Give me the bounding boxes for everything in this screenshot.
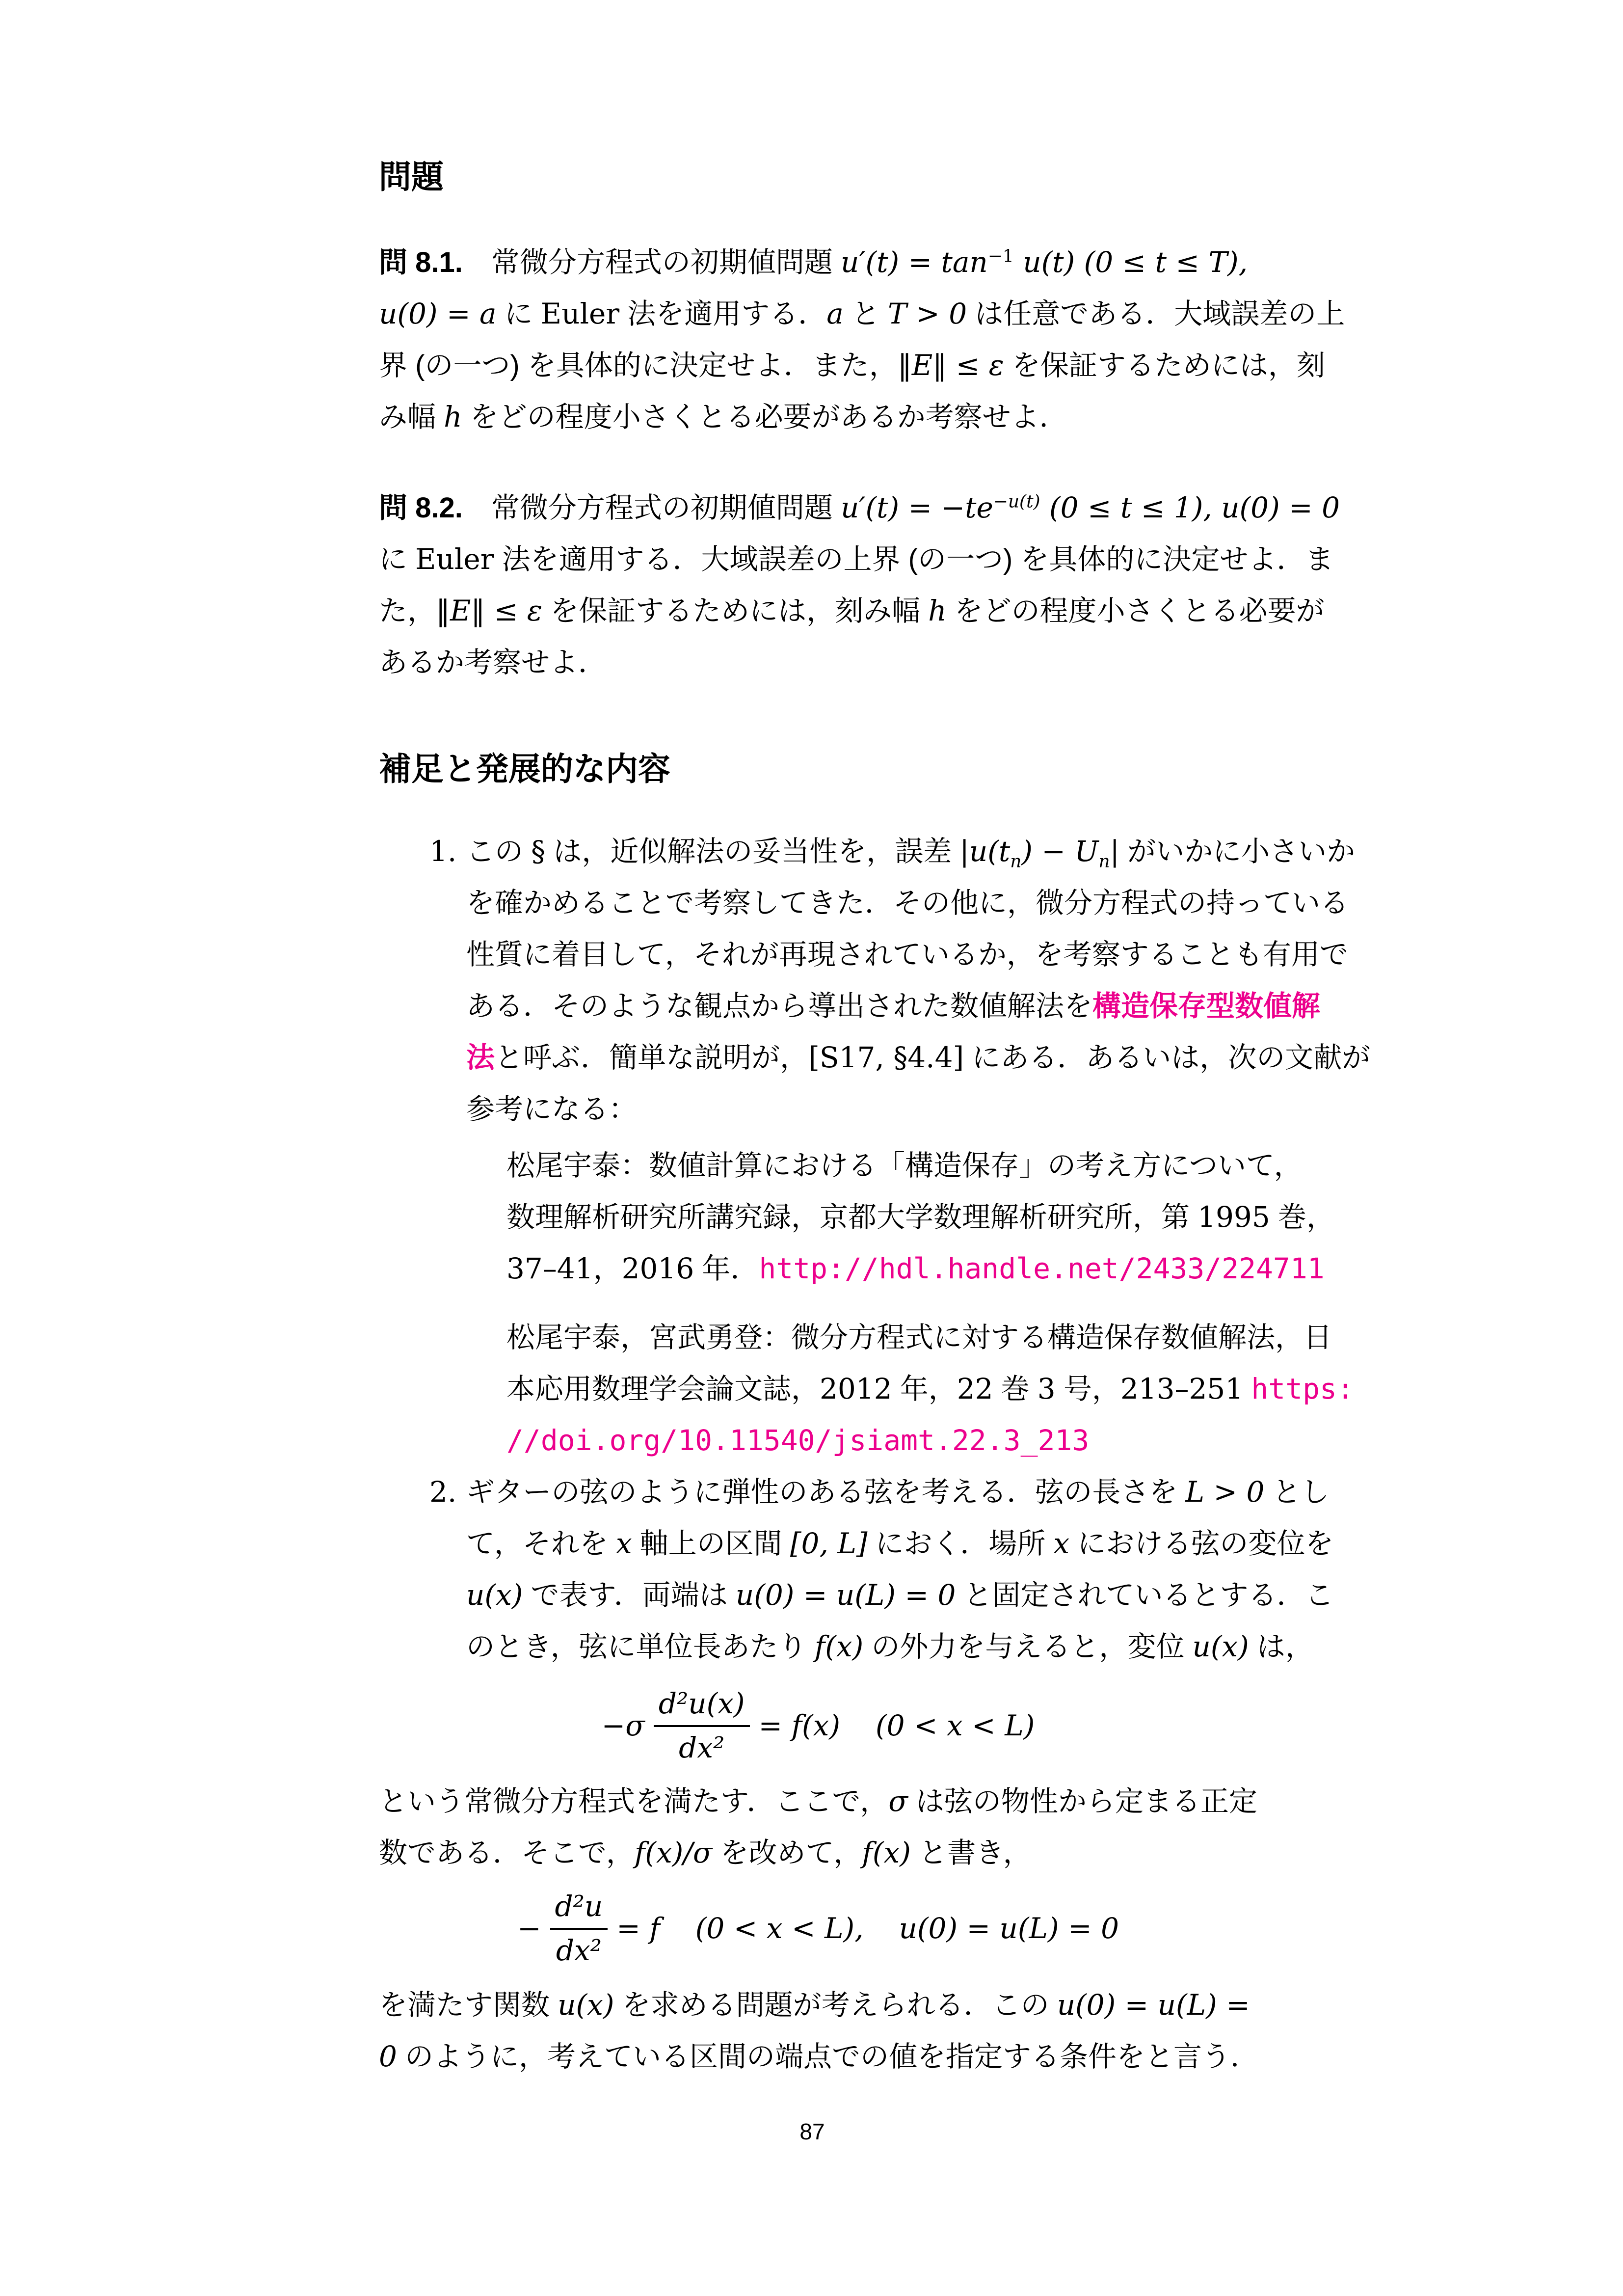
text-segment: がいかに小さいか: [1119, 836, 1356, 867]
text-segment: あるか考察せよ．: [379, 647, 607, 678]
list-item-2: [429, 1466, 1334, 1673]
text-line: [379, 1827, 1257, 1879]
text-segment: [0, L]: [790, 1527, 868, 1560]
equation-2-domain: (0 < x < L),: [695, 1912, 864, 1945]
text-segment: −u(t): [993, 491, 1040, 512]
text-segment: §: [531, 835, 546, 868]
text-segment: と呼ぶ．簡単な説明が，: [495, 1042, 809, 1074]
text-segment: u(0) = a: [379, 297, 497, 330]
text-segment: u(x): [558, 1988, 614, 2022]
text-line: [379, 1776, 1257, 1827]
fraction-numerator: d²u(x): [654, 1687, 750, 1727]
display-equation-2: [379, 1879, 1257, 1977]
text-segment: み幅: [379, 401, 444, 433]
text-segment: を改めて，: [712, 1837, 862, 1869]
text-segment: て，それを: [466, 1528, 616, 1560]
text-segment: u(0) = u(L) =: [1057, 1988, 1250, 2022]
display-equation-1: [379, 1676, 1257, 1775]
text-line: [466, 1621, 1334, 1673]
text-segment: f(x): [814, 1630, 864, 1663]
text-line: [466, 1569, 1334, 1621]
text-segment: 号，: [1055, 1373, 1120, 1405]
text-segment: 本応用数理学会論文誌，: [506, 1373, 820, 1405]
text-line: [379, 534, 1340, 585]
text-segment: 常微分方程式の初期値問題: [462, 246, 841, 278]
text-segment: は，: [1249, 1631, 1314, 1663]
text-segment: u(x): [1192, 1630, 1249, 1663]
text-segment: T > 0: [888, 297, 967, 330]
text-segment: 松尾宇泰：数値計算における「構造保存」の考え方について，: [506, 1150, 1303, 1182]
text-segment: で表す．両端は: [523, 1579, 736, 1611]
equation-1-rhs: = f(x): [758, 1709, 841, 1742]
problem-8-1-paragraph: [379, 237, 1345, 443]
text-segment: [1243, 1373, 1251, 1405]
text-segment: のように，考えている区間の端点での値を指定する条件をと言う．: [397, 2041, 1259, 2073]
text-segment: 法を適用する．大域誤差の上界 (の一つ) を具体的に決定せよ．ま: [494, 543, 1334, 575]
text-line: [379, 2031, 1259, 2082]
text-segment: は，近似解法の妥当性を，誤差: [545, 836, 960, 867]
text-segment: を保証するためには，刻み幅: [542, 595, 929, 627]
text-segment: を保証するためには，刻: [1004, 350, 1325, 381]
text-segment: 年，: [892, 1373, 957, 1405]
text-segment: におく．場所: [867, 1528, 1054, 1560]
list-item-2-number: 2.: [429, 1475, 457, 1509]
text-line: [379, 340, 1345, 391]
text-segment: を確かめることで考察してきた．その他に，微分方程式の持っている: [466, 887, 1349, 919]
text-line: [379, 585, 1340, 637]
text-segment: h: [444, 400, 462, 433]
text-segment: ギターの弦のように弾性のある弦を考える．弦の長さを: [466, 1476, 1186, 1508]
reference-1: [506, 1140, 1335, 1295]
text-segment: x: [1053, 1527, 1070, 1560]
equation-2-rhs: = f: [616, 1912, 660, 1945]
text-line: [379, 237, 1345, 288]
text-segment: は弦の物性から定まる正定: [907, 1785, 1257, 1817]
text-segment: 性質に着目して，それが再現されているか，を考察することも有用で: [466, 939, 1348, 971]
text-segment: 巻，: [1270, 1201, 1335, 1233]
text-segment: の外力を与えると，変位: [863, 1631, 1193, 1663]
text-segment: ‖E‖ ≤ ε: [897, 349, 1004, 382]
text-segment: における弦の変位を: [1069, 1528, 1334, 1560]
fraction-numerator: d²u: [550, 1890, 608, 1930]
text-line: [466, 1518, 1334, 1569]
text-segment: n: [1010, 851, 1022, 872]
text-segment: この: [466, 836, 532, 867]
text-segment: 問 8.2.: [379, 492, 463, 524]
equation-2-boundary-condition: u(0) = u(L) = 0: [899, 1912, 1119, 1945]
text-segment: f(x): [862, 1836, 911, 1869]
link-url[interactable]: http://hdl.handle.net/2433/224711: [759, 1252, 1325, 1285]
text-line: [466, 980, 1370, 1032]
text-line: [466, 1466, 1334, 1518]
text-segment: σ: [888, 1784, 908, 1818]
text-segment: 軸上の区間: [632, 1528, 790, 1560]
text-line: [506, 1312, 1354, 1363]
equation-1-prefix: −σ: [601, 1709, 645, 1742]
text-line: [506, 1191, 1335, 1243]
text-segment: −1: [987, 246, 1014, 267]
link-url[interactable]: //doi.org/10.11540/jsiamt.22.3_213: [506, 1424, 1090, 1457]
text-segment: a: [826, 297, 844, 330]
text-segment: 年．: [694, 1253, 759, 1285]
text-segment: 数理解析研究所講究録，京都大学数理解析研究所，第: [506, 1201, 1198, 1233]
text-segment: n: [1098, 851, 1110, 872]
text-line: [379, 288, 1345, 340]
text-segment: をどの程度小さくとる必要が: [946, 595, 1325, 627]
text-segment: u′(t) = tan: [840, 245, 988, 279]
text-segment: f(x)/σ: [634, 1836, 713, 1869]
text-line: [379, 637, 1340, 688]
text-segment: u(x): [466, 1578, 523, 1612]
text-segment: 2012: [820, 1372, 892, 1405]
text-segment: Euler: [540, 297, 620, 330]
text-segment: u(0) = u(L) = 0: [735, 1578, 956, 1612]
text-segment: ‖E‖ ≤ ε: [436, 594, 542, 627]
list-item-1-body: [466, 826, 1370, 1135]
fraction-denominator: dx²: [679, 1731, 725, 1764]
text-segment: は任意である．大域誤差の上: [967, 298, 1345, 330]
text-segment: 22: [957, 1372, 993, 1405]
text-segment: 数である．そこで，: [379, 1837, 635, 1869]
text-segment: 法: [466, 1042, 495, 1074]
text-segment: 常微分方程式の初期値問題: [462, 492, 841, 524]
text-segment: と: [843, 298, 888, 330]
text-segment: にある．あるいは，次の文献が: [964, 1042, 1371, 1074]
text-segment: u′(t) = −te: [840, 491, 993, 524]
between-equations-text: [379, 1776, 1257, 1879]
text-segment: た，: [379, 595, 436, 627]
text-segment: 2016: [621, 1252, 694, 1285]
link-url[interactable]: https:: [1251, 1372, 1354, 1405]
fraction: [550, 1890, 608, 1967]
text-line: [379, 482, 1340, 534]
list-item-1-number: 1.: [429, 835, 457, 868]
text-line: [466, 877, 1370, 929]
reference-2: [506, 1312, 1354, 1466]
text-line: [506, 1243, 1335, 1295]
text-line: [506, 1415, 1354, 1466]
text-line: [506, 1140, 1335, 1191]
text-segment: h: [928, 594, 947, 627]
text-segment: 松尾宇泰，宮武勇登：微分方程式に対する構造保存数値解法，日: [506, 1322, 1332, 1353]
problem-8-2-paragraph: [379, 482, 1340, 688]
text-segment: 問 8.1.: [379, 246, 463, 278]
text-segment: [S17, §4.4]: [808, 1041, 964, 1074]
fraction-denominator: dx²: [556, 1934, 602, 1967]
text-segment: u(t) (0 ≤ t ≤ T),: [1013, 245, 1248, 279]
text-segment: 213–251: [1120, 1372, 1244, 1405]
text-segment: を求める問題が考えられる．この: [614, 1989, 1057, 2021]
text-segment: (0 ≤ t ≤ 1), u(0) = 0: [1040, 491, 1340, 524]
text-segment: と書き，: [910, 1837, 1032, 1869]
text-line: [466, 1083, 1370, 1135]
text-segment: Euler: [415, 542, 494, 576]
text-segment: という常微分方程式を満たす．ここで，: [379, 1785, 889, 1817]
list-item-1: [429, 826, 1371, 1135]
text-segment: ，: [593, 1253, 622, 1285]
text-line: [466, 826, 1370, 877]
section-heading-problems: 問題: [379, 159, 444, 195]
text-segment: のとき，弦に単位長あたり: [466, 1631, 815, 1663]
text-line: [506, 1363, 1354, 1415]
text-segment: L > 0: [1185, 1475, 1265, 1509]
equation-1-domain: (0 < x < L): [876, 1709, 1035, 1742]
list-item-2-body: [466, 1466, 1334, 1673]
text-segment: 法を適用する．: [619, 298, 827, 330]
page-number: 87: [799, 2119, 825, 2144]
text-segment: |: [1110, 835, 1120, 868]
text-segment: ) − U: [1021, 835, 1099, 868]
text-line: [379, 391, 1345, 443]
text-segment: 界 (の一つ) を具体的に決定せよ．また，: [379, 350, 898, 381]
text-segment: に: [379, 543, 416, 575]
equation-2-prefix: −: [517, 1912, 541, 1945]
text-segment: x: [615, 1527, 632, 1560]
fraction: [654, 1687, 750, 1764]
text-segment: 1995: [1197, 1200, 1270, 1234]
text-segment: 3: [1037, 1372, 1056, 1405]
text-segment: 参考になる：: [466, 1093, 638, 1125]
text-line: [466, 1032, 1370, 1083]
closing-text: [379, 1979, 1259, 2082]
text-segment: |u(t: [959, 835, 1011, 868]
text-segment: を満たす関数: [379, 1989, 558, 2021]
text-segment: に: [496, 298, 541, 330]
text-segment: と固定されているとする．こ: [956, 1579, 1334, 1611]
text-segment: ある．そのような観点から導出された数値解法を: [466, 990, 1093, 1022]
text-segment: 0: [379, 2040, 397, 2073]
text-segment: 巻: [993, 1373, 1038, 1405]
text-segment: 37–41: [506, 1252, 593, 1285]
section-heading-supplement: 補足と発展的な内容: [379, 751, 670, 787]
text-line: [466, 929, 1370, 980]
text-segment: とし: [1264, 1476, 1330, 1508]
text-segment: 構造保存型数値解: [1092, 990, 1321, 1022]
text-segment: をどの程度小さくとる必要があるか考察せよ．: [462, 401, 1068, 433]
text-line: [379, 1979, 1259, 2031]
